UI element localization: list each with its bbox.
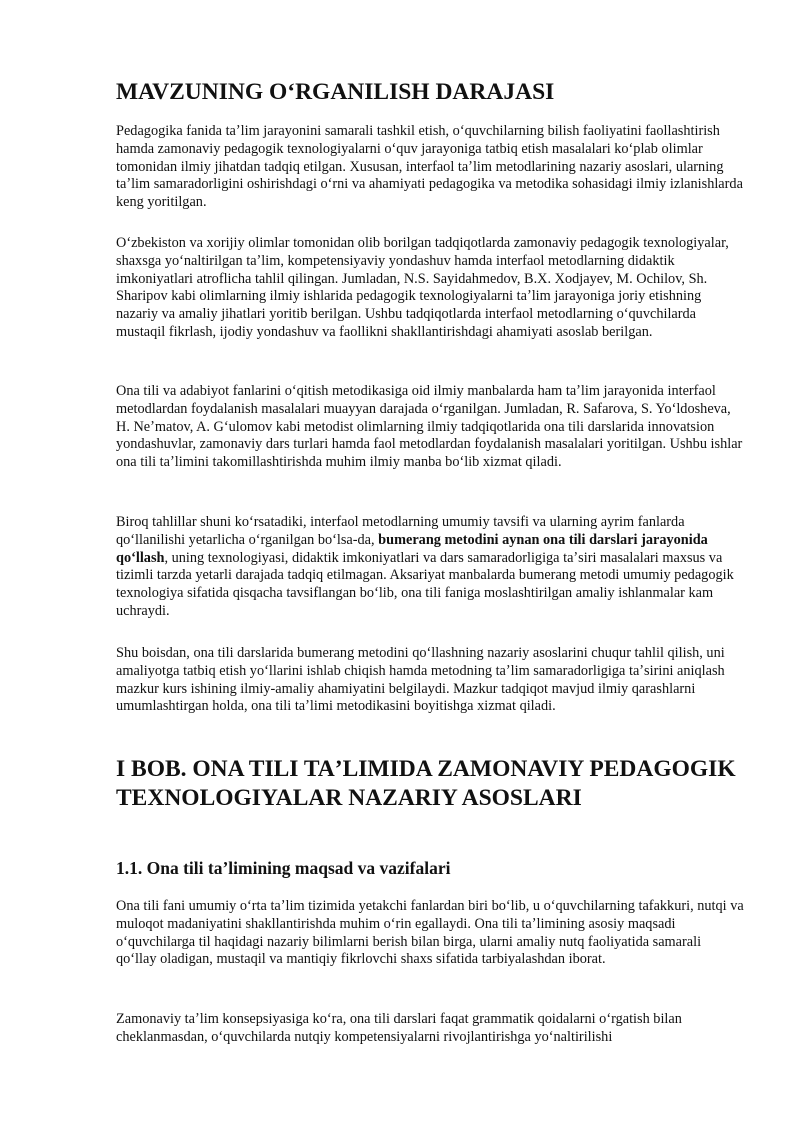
bold-emphasis: bumerang metodini aynan ona tili darslari jarayonida qoʻllash: [116, 531, 708, 566]
paragraph: Ona tili fani umumiy oʻrta taʼlim tizimida yetakchi fanlardan biri boʻlib, u oʻquvchilarning tafakkuri, nutqi va muloqot madaniyatini shakllantirishda muhim oʻrin egallaydi. Ona tili taʼlimining asosiy maqsadi oʻquvchilarga til haqidagi nazariy bilimlarni berish bilan birga, ularni amaliy nutq faoliyatida samarali qoʻllay oladigan, mustaqil va mantiqiy fikrlovchi shaxs sifatida tarbiyalashdan iborat.: [116, 898, 744, 968]
chapter-title: I BOB. ONA TILI TAʼLIMIDA ZAMONAVIY PEDAGOGIK TEXNOLOGIYALAR NAZARIY ASOSLARI: [116, 756, 736, 811]
paragraph-text: Biroq tahlillar shuni koʻrsatadiki, interfaol metodlarning umumiy tavsifi va ularning ayrim fanlarda qoʻllanilishi yetarlicha oʻrganilgan boʻlsa-da,: [116, 514, 685, 548]
paragraph: [116, 514, 744, 621]
section-title: MAVZUNING OʻRGANILISH DARAJASI: [116, 79, 555, 105]
paragraph: Oʻzbekiston va xorijiy olimlar tomonidan olib borilgan tadqiqotlarda zamonaviy pedagogik texnologiyalar, shaxsga yoʻnaltirilgan taʼlim, kompetensiyaviy yondashuv hamda interfaol metodlarning didaktik imkoniyatlari atroflicha tahlil qilingan. Jumladan, N.S. Sayidahmedov, B.X. Xodjayev, M. Ochilov, Sh. Sharipov kabi olimlarning ilmiy ishlarida pedagogik texnologiyalarni taʼlim jarayoniga joriy etishning nazariy va amaliy jihatlari yoritib berilgan. Ushbu tadqiqotlarda interfaol metodlarning oʻquvchilarda mustaqil fikrlash, ijodiy yondashuv va faollikni shakllantirishdagi ahamiyati asoslab berilgan.: [116, 235, 729, 340]
paragraph-text: , uning texnologiyasi, didaktik imkoniyatlari va dars samaradorligiga taʼsiri masalalari maxsus va tizimli tarzda yetarli darajada tadqiq etilmagan. Aksariyat manbalarda bumerang metodi umumiy pedagogik texnologiya sifatida qisqacha tavsiflangan boʻlib, ona tili faniga moslashtirilgan amaliy ishlanmalar kam uchraydi.: [116, 549, 734, 619]
paragraph: Zamonaviy taʼlim konsepsiyasiga koʻra, ona tili darslari faqat grammatik qoidalarni oʻrgatish bilan cheklanmasdan, oʻquvchilarda nutqiy kompetensiyalarni rivojlantirishga yoʻnaltirilishi: [116, 1011, 682, 1045]
paragraph: Pedagogika fanida taʼlim jarayonini samarali tashkil etish, oʻquvchilarning bilish faoliyatini faollashtirish hamda zamonaviy pedagogik texnologiyalarni oʻquv jarayoniga tatbiq etish masalalari koʻplab olimlar tomonidan ilmiy jihatdan tadqiq etilgan. Xususan, interfaol taʼlim metodlarining nazariy asoslari, ularning taʼlim samaradorligini oshirishdagi oʻrni va ahamiyati pedagogika va metodika sohasidagi ilmiy izlanishlarda keng yoritilgan.: [116, 123, 743, 211]
paragraph: Shu boisdan, ona tili darslarida bumerang metodini qoʻllashning nazariy asoslarini chuqur tahlil qilish, uni amaliyotga tatbiq etish yoʻllarini ishlab chiqish hamda metodning taʼlim samaradorligiga taʼsirini aniqlash mazkur kurs ishining ilmiy-amaliy ahamiyatini belgilaydi. Mazkur tadqiqot mavjud ilmiy qarashlarni umumlashtirgan holda, ona tili taʼlimi metodikasini boyitishga xizmat qiladi.: [116, 645, 725, 715]
paragraph: Ona tili va adabiyot fanlarini oʻqitish metodikasiga oid ilmiy manbalarda ham taʼlim jarayonida interfaol metodlardan foydalanish masalalari muayyan darajada oʻrganilgan. Jumladan, R. Safarova, S. Yoʻldosheva, H. Neʼmatov, A. Gʻulomov kabi metodist olimlarning ilmiy tadqiqotlarida ona tili darslarida innovatsion yondashuvlar, zamonaviy dars turlari hamda faol metodlardan foydalanish masalalari yoritilgan. Ushbu ishlar ona tili taʼlimini takomillashtirishda muhim ilmiy manba boʻlib xizmat qiladi.: [116, 383, 743, 471]
subsection-title: 1.1. Ona tili taʼlimining maqsad va vazifalari: [116, 858, 451, 878]
